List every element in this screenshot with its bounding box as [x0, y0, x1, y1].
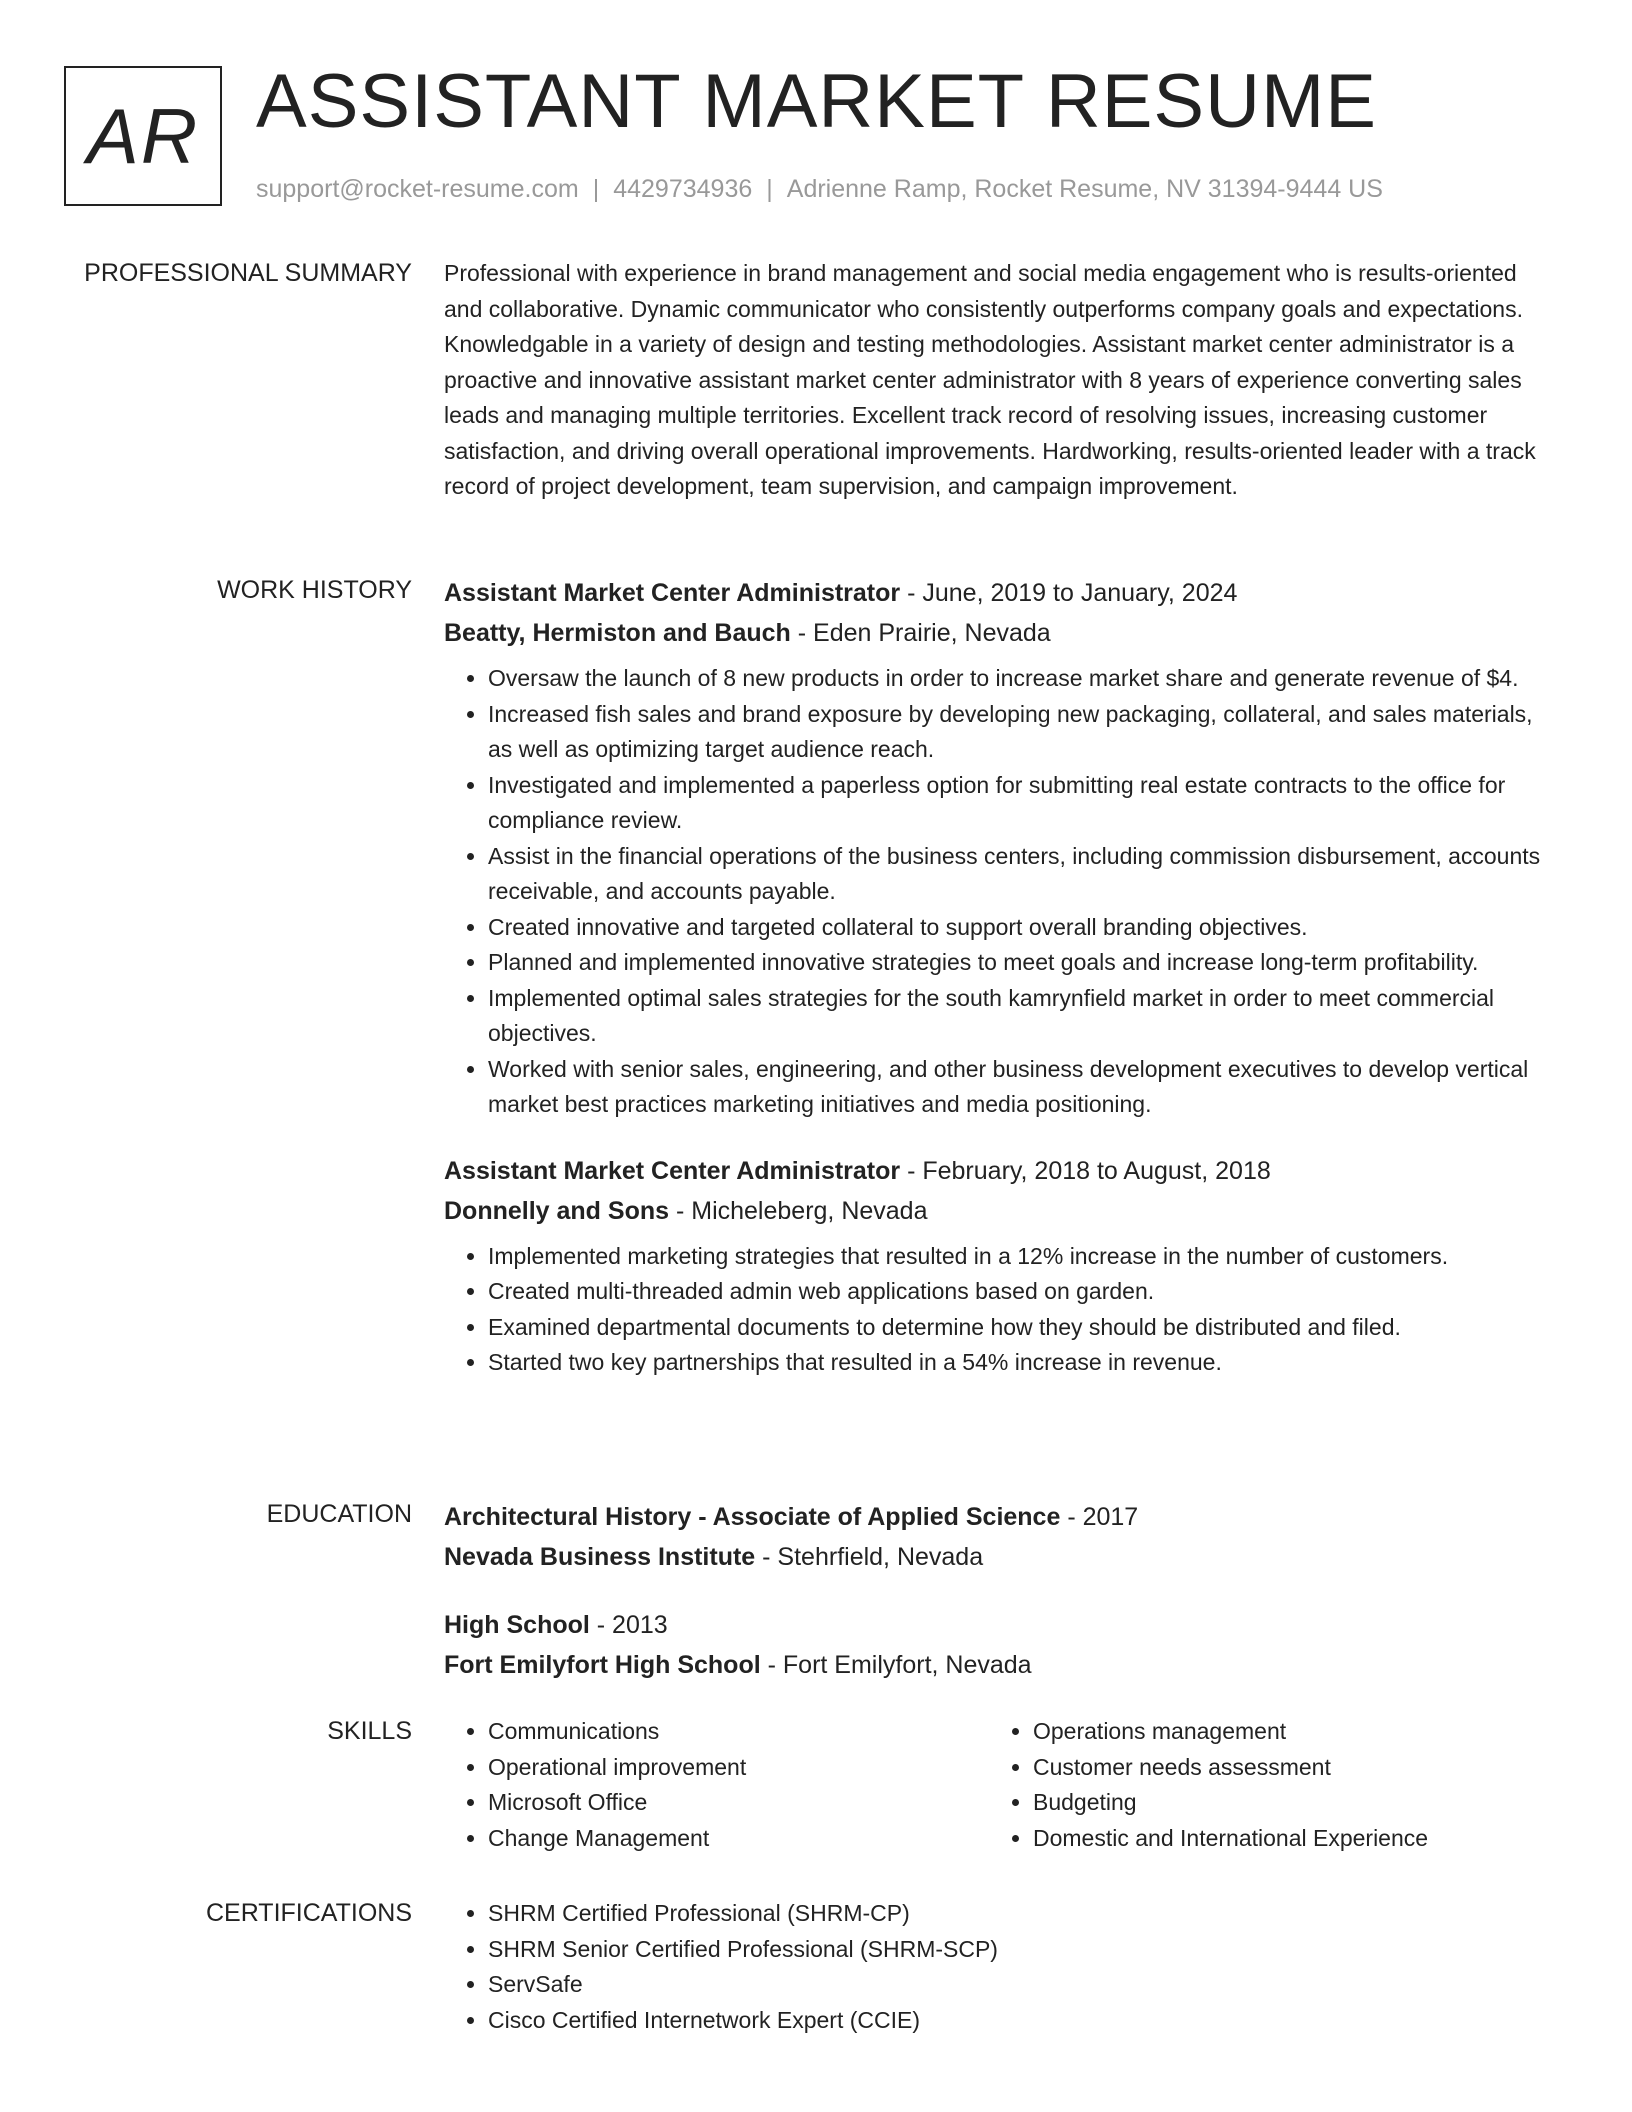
job-bullet: • Worked with senior sales, engineering, and other business development executives to develop vertical market best practices marketing initiatives and media positioning.: [488, 1052, 1548, 1123]
skill-item: • Change Management: [488, 1821, 989, 1857]
job-bullet: • Started two key partnerships that resulted in a 54% increase in revenue.: [488, 1345, 1548, 1381]
skill-item: • Budgeting: [1033, 1785, 1534, 1821]
section-label: PROFESSIONAL SUMMARY: [84, 259, 412, 287]
job-bullet-list: [444, 1239, 1548, 1381]
monogram-badge: AR: [64, 66, 222, 206]
job-location: - Micheleberg, Nevada: [669, 1196, 928, 1225]
job-location: - Eden Prairie, Nevada: [790, 619, 1051, 647]
job-bullet: • Implemented optimal sales strategies for the south kamrynfield market in order to meet commercial objectives.: [488, 981, 1548, 1052]
skill-item: • Communications: [488, 1714, 989, 1750]
skills-grid: [444, 1714, 1548, 1856]
skill-item: • Operational improvement: [488, 1750, 989, 1786]
certification-item: • SHRM Senior Certified Professional (SHRM-SCP): [488, 1932, 1548, 1968]
job-bullet: • Increased fish sales and brand exposure by developing new packaging, collateral, and sales materials, as well as optimizing target audience reach.: [488, 697, 1548, 768]
education-degree-line: [444, 1605, 1548, 1645]
contact-email: support@rocket-resume.com: [256, 175, 579, 203]
skill-item: • Domestic and International Experience: [1033, 1821, 1534, 1857]
job-title: Assistant Market Center Administrator: [444, 1156, 901, 1185]
resume-title: ASSISTANT MARKET RESUME: [256, 59, 1377, 144]
certification-item: • Cisco Certified Internetwork Expert (CCIE): [488, 2003, 1548, 2039]
education-location: - Stehrfield, Nevada: [755, 1543, 984, 1571]
education-year: - 2017: [1060, 1503, 1139, 1531]
skill-item: • Operations management: [1033, 1714, 1534, 1750]
job-entry: [444, 573, 1548, 1123]
job-bullet: • Created multi-threaded admin web applications based on garden.: [488, 1274, 1548, 1310]
section-body: [444, 256, 1548, 505]
education-year: - 2013: [589, 1611, 668, 1639]
education-school: Nevada Business Institute: [444, 1543, 756, 1571]
education-degree-line: [444, 1497, 1548, 1537]
job-title-line: [444, 1151, 1548, 1191]
job-entry: [444, 1151, 1548, 1381]
education-school: Fort Emilyfort High School: [444, 1651, 761, 1679]
section-body: [444, 1497, 1548, 1685]
job-bullet-list: [444, 661, 1548, 1123]
skills-list: [989, 1714, 1534, 1856]
education-entry: [444, 1605, 1548, 1685]
certifications-list: [444, 1896, 1548, 2038]
summary-text: Professional with experience in brand management and social media engagement who is results-oriented and collaborative. Dynamic communicator who consistently outperforms company goals and expectations. Knowledgable in a variety of design and testing methodologies. Assistant market center administrator is a proactive and innovative assistant market center administrator with 8 years of experience converting sales leads and managing multiple territories. Excellent track record of resolving issues, increasing customer satisfaction, and driving overall operational improvements. Hardworking, results-oriented leader with a track record of project development, team supervision, and campaign improvement.: [444, 260, 1536, 499]
job-company-line: [444, 1191, 1548, 1231]
skills-column-left: [444, 1714, 989, 1856]
contact-address: Adrienne Ramp, Rocket Resume, NV 31394-9444 US: [786, 175, 1383, 203]
job-bullet: • Assist in the financial operations of the business centers, including commission disbursement, accounts receivable, and accounts payable.: [488, 839, 1548, 910]
job-dates: - June, 2019 to January, 2024: [900, 579, 1238, 607]
education-degree: High School: [444, 1611, 590, 1639]
section-body: [444, 1896, 1548, 2038]
certification-item: • ServSafe: [488, 1967, 1548, 2003]
education-location: - Fort Emilyfort, Nevada: [760, 1651, 1032, 1679]
job-bullet: • Planned and implemented innovative strategies to meet goals and increase long-term profitability.: [488, 945, 1548, 981]
section-body: [444, 573, 1548, 1381]
contact-line: [256, 172, 1383, 206]
job-title: Assistant Market Center Administrator: [444, 579, 901, 607]
job-company-line: [444, 613, 1548, 653]
certification-item: • SHRM Certified Professional (SHRM-CP): [488, 1896, 1548, 1932]
job-company: Beatty, Hermiston and Bauch: [444, 619, 791, 647]
education-school-line: [444, 1645, 1548, 1685]
job-bullet: • Implemented marketing strategies that resulted in a 12% increase in the number of customers.: [488, 1239, 1548, 1275]
job-company: Donnelly and Sons: [444, 1196, 670, 1225]
section-body: [444, 1714, 1548, 1856]
education-school-line: [444, 1537, 1548, 1577]
job-bullet: • Investigated and implemented a paperless option for submitting real estate contracts to the office for compliance review.: [488, 768, 1548, 839]
section-label: CERTIFICATIONS: [205, 1899, 412, 1927]
skill-item: • Microsoft Office: [488, 1785, 989, 1821]
section-label: SKILLS: [327, 1717, 412, 1745]
contact-separator: |: [592, 175, 600, 203]
contact-phone: 4429734936: [613, 175, 753, 203]
education-entry: [444, 1497, 1548, 1577]
skill-item: • Customer needs assessment: [1033, 1750, 1534, 1786]
section-label: WORK HISTORY: [217, 576, 412, 604]
job-bullet: • Created innovative and targeted collateral to support overall branding objectives.: [488, 910, 1548, 946]
skills-column-right: [989, 1714, 1534, 1856]
job-bullet: • Examined departmental documents to determine how they should be distributed and filed.: [488, 1310, 1548, 1346]
job-title-line: [444, 573, 1548, 613]
skills-list: [444, 1714, 989, 1856]
job-dates: - February, 2018 to August, 2018: [900, 1156, 1271, 1185]
education-degree: Architectural History - Associate of Applied Science: [444, 1503, 1061, 1531]
job-bullet: • Oversaw the launch of 8 new products in order to increase market share and generate revenue of $4.: [488, 661, 1548, 697]
section-label: EDUCATION: [266, 1500, 412, 1528]
contact-separator: |: [766, 175, 773, 203]
